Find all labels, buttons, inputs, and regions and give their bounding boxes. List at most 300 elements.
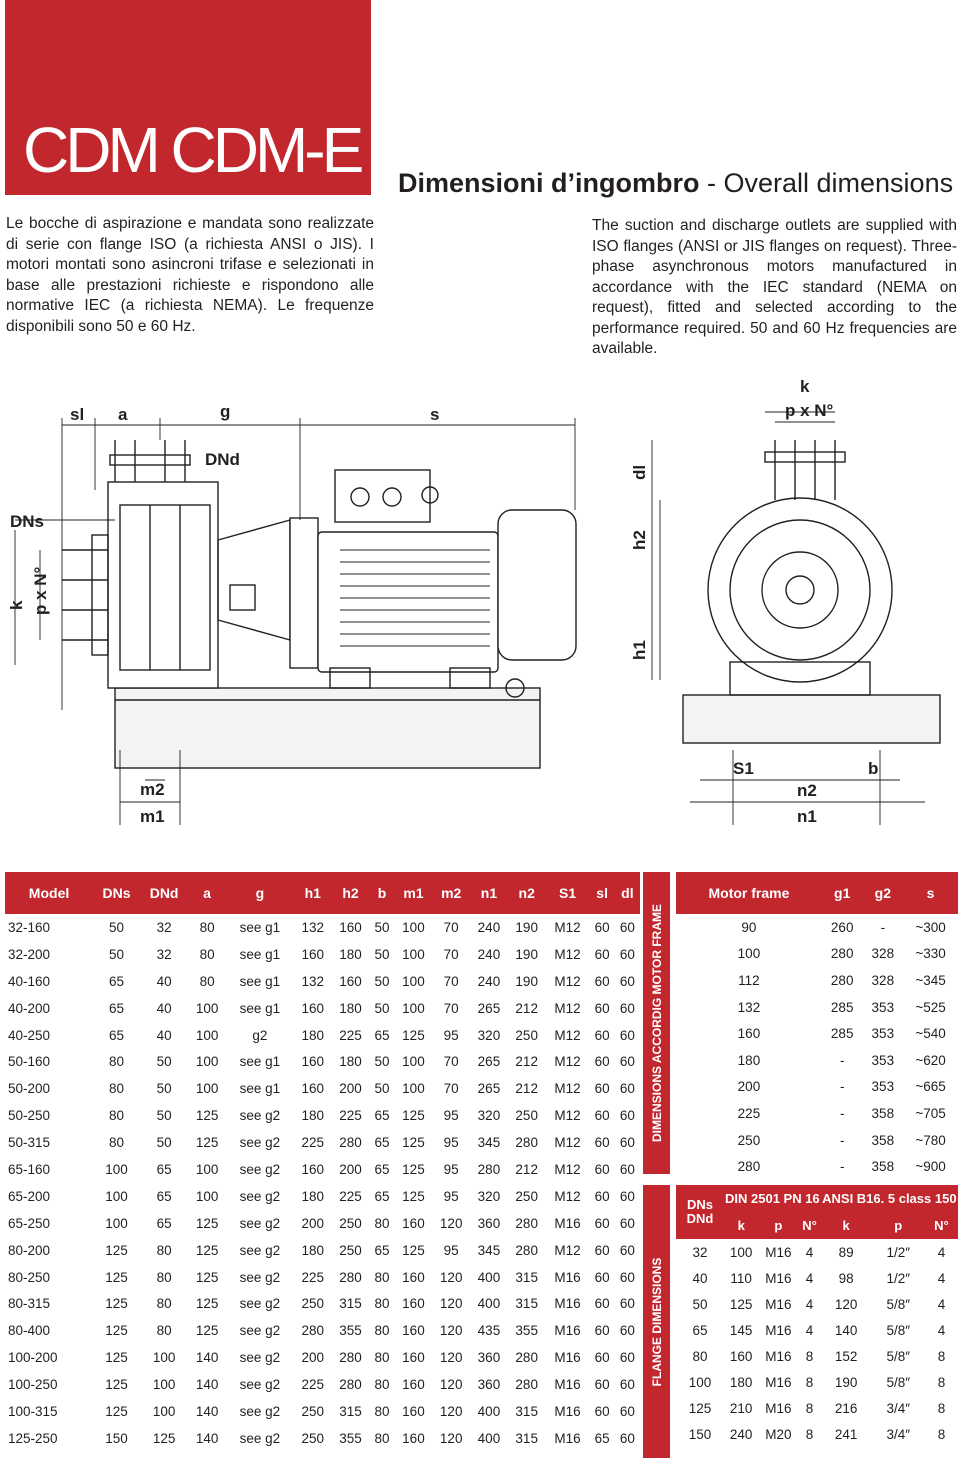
table-cell: 160	[402, 1350, 425, 1366]
table-cell: 50	[692, 1296, 708, 1312]
table-cell: 65	[374, 1027, 390, 1043]
table-cell: 125	[195, 1242, 219, 1258]
table-cell: 125	[402, 1161, 425, 1177]
table-cell: 125	[195, 1108, 219, 1124]
table-cell: 60	[619, 1081, 635, 1097]
table-cell: 353	[871, 1079, 895, 1095]
dim-label-b: b	[868, 759, 879, 778]
table-cell: 65	[374, 1135, 390, 1151]
table-cell: 65-200	[8, 1188, 51, 1204]
table-row	[676, 1291, 958, 1317]
table-cell: see g2	[239, 1188, 281, 1204]
table-cell: 160	[301, 1161, 325, 1177]
table-cell: 280	[301, 1323, 325, 1339]
table-cell: 50	[374, 919, 390, 935]
table-cell: 360	[477, 1377, 501, 1393]
table-cell: 140	[195, 1403, 219, 1419]
table-cell: 225	[301, 1135, 325, 1151]
table-cell: see g1	[239, 1000, 281, 1016]
table-row	[5, 968, 640, 995]
table-cell: 4	[937, 1244, 946, 1260]
table-cell: 80	[156, 1242, 172, 1258]
table-cell: 4	[937, 1270, 946, 1286]
table-cell: 160	[402, 1377, 425, 1393]
table-cell: 180	[339, 946, 362, 962]
table-cell: 100	[402, 919, 425, 935]
table-cell: 50	[156, 1108, 172, 1124]
table-cell: 160	[402, 1323, 425, 1339]
table-row	[5, 1210, 640, 1237]
table-cell: 65	[374, 1108, 390, 1124]
table-cell: 200	[301, 1350, 325, 1366]
table-cell: 315	[339, 1296, 362, 1312]
table-cell: 315	[515, 1296, 538, 1312]
table-cell: 160	[301, 1081, 325, 1097]
table-cell: 70	[443, 919, 459, 935]
table-cell: 60	[619, 1054, 635, 1070]
table-cell: see g1	[239, 1054, 281, 1070]
table-cell: 4	[937, 1296, 946, 1312]
table-cell: 320	[477, 1108, 501, 1124]
table-cell: 285	[830, 999, 854, 1015]
table-cell: 1/2″	[886, 1270, 911, 1286]
table-cell: 125	[105, 1296, 128, 1312]
table-cell: 8	[805, 1400, 814, 1416]
table-cell: 60	[594, 1161, 610, 1177]
table-cell: 4	[805, 1322, 814, 1338]
table-cell: 100	[195, 1054, 219, 1070]
table-cell: 60	[619, 1269, 635, 1285]
table-cell: 80	[109, 1135, 125, 1151]
table-row	[5, 1075, 640, 1102]
table-cell: 60	[594, 1377, 610, 1393]
table-cell: 5/8″	[886, 1296, 911, 1312]
dimensions-header-cell: b	[369, 872, 394, 914]
table-cell: M12	[554, 1161, 581, 1177]
table-cell: 240	[477, 919, 501, 935]
table-cell: 80-400	[8, 1323, 51, 1339]
table-cell: 80	[156, 1269, 172, 1285]
table-cell: 5/8″	[886, 1322, 911, 1338]
table-row	[5, 1317, 640, 1344]
table-cell: 65	[374, 1161, 390, 1177]
table-cell: M16	[765, 1374, 792, 1390]
table-cell: 285	[830, 1026, 854, 1042]
table-cell: see g2	[239, 1323, 281, 1339]
table-row	[676, 994, 958, 1021]
table-cell: 60	[619, 1188, 635, 1204]
table-row	[676, 1369, 958, 1395]
table-cell: 160	[301, 946, 325, 962]
dimensions-table-header	[5, 872, 640, 914]
table-cell: -	[880, 919, 886, 935]
table-cell: 50-250	[8, 1108, 51, 1124]
table-cell: 140	[195, 1430, 219, 1446]
table-cell: 60	[594, 1188, 610, 1204]
table-cell: 190	[515, 973, 538, 989]
table-cell: 225	[339, 1027, 362, 1043]
table-cell: 360	[477, 1215, 501, 1231]
table-cell: 353	[871, 999, 895, 1015]
table-cell: see g1	[239, 919, 281, 935]
table-cell: 60	[619, 973, 635, 989]
table-cell: 225	[339, 1188, 362, 1204]
table-cell: 160	[402, 1430, 425, 1446]
table-cell: 60	[619, 1377, 635, 1393]
table-cell: 100	[152, 1350, 176, 1366]
table-cell: 8	[937, 1374, 946, 1390]
table-cell: 40-160	[8, 973, 51, 989]
table-cell: 80-250	[8, 1269, 51, 1285]
table-cell: 120	[439, 1215, 463, 1231]
table-cell: ~780	[915, 1132, 946, 1148]
table-cell: 50-200	[8, 1081, 51, 1097]
table-cell: 60	[594, 1403, 610, 1419]
table-cell: 180	[301, 1027, 325, 1043]
table-cell: 32	[692, 1244, 708, 1260]
table-cell: 110	[730, 1270, 752, 1286]
table-cell: 240	[477, 946, 501, 962]
table-cell: 80	[374, 1269, 390, 1285]
table-cell: 50-315	[8, 1135, 51, 1151]
motor-frame-band-label: DIMENSIONS ACCORDIG MOTOR FRAME	[649, 903, 664, 1143]
table-cell: -	[839, 1052, 845, 1068]
table-row	[5, 1156, 640, 1183]
dimensions-header-cell: DNs	[93, 872, 140, 914]
table-cell: 140	[195, 1377, 219, 1393]
table-cell: 80-200	[8, 1242, 51, 1258]
table-cell: 100	[688, 1374, 712, 1390]
table-cell: 355	[339, 1323, 362, 1339]
table-cell: 8	[805, 1426, 814, 1442]
table-cell: 40-250	[8, 1027, 51, 1043]
table-cell: M16	[554, 1323, 581, 1339]
table-cell: ~665	[915, 1079, 946, 1095]
table-cell: 60	[594, 1215, 610, 1231]
table-cell: 225	[301, 1269, 325, 1285]
table-cell: M20	[765, 1426, 792, 1442]
table-cell: 50	[374, 1054, 390, 1070]
table-cell: 3/4″	[886, 1400, 911, 1416]
table-cell: 132	[737, 999, 761, 1015]
table-cell: 353	[871, 1052, 895, 1068]
table-cell: 100	[402, 973, 425, 989]
table-cell: 210	[729, 1400, 753, 1416]
table-cell: 80	[199, 919, 215, 935]
table-cell: 65	[156, 1161, 172, 1177]
table-cell: see g2	[239, 1430, 281, 1446]
table-cell: 60	[594, 946, 610, 962]
table-cell: M16	[765, 1322, 792, 1338]
table-cell: -	[839, 1159, 845, 1175]
table-cell: 8	[937, 1426, 946, 1442]
dimensions-header-cell: m2	[432, 872, 470, 914]
table-cell: 40	[692, 1270, 708, 1286]
table-cell: 60	[594, 1323, 610, 1339]
table-cell: 8	[937, 1348, 946, 1364]
table-cell: 190	[834, 1374, 858, 1390]
table-cell: 280	[830, 946, 854, 962]
table-cell: 70	[443, 946, 459, 962]
table-cell: 355	[339, 1430, 362, 1446]
table-cell: M12	[554, 973, 581, 989]
table-cell: 100	[105, 1161, 128, 1177]
table-cell: 65	[156, 1215, 172, 1231]
dimensions-header-cell: S1	[546, 872, 590, 914]
table-cell: 80	[156, 1323, 172, 1339]
table-cell: 160	[301, 1000, 325, 1016]
dim-label-dns: DNs	[10, 512, 45, 531]
table-cell: 250	[339, 1215, 362, 1231]
table-cell: M16	[554, 1269, 581, 1285]
motor-frame-table	[676, 872, 958, 1180]
table-cell: 40	[156, 973, 172, 989]
table-cell: 280	[339, 1135, 362, 1151]
dim-label-m2: m2	[140, 780, 165, 799]
table-cell: 260	[830, 919, 854, 935]
table-cell: 80	[109, 1108, 125, 1124]
table-row	[5, 1264, 640, 1291]
table-cell: 125	[729, 1296, 753, 1312]
table-cell: 4	[805, 1296, 814, 1312]
table-cell: 280	[515, 1242, 538, 1258]
table-cell: 250	[737, 1132, 761, 1148]
table-cell: 65-160	[8, 1161, 51, 1177]
table-cell: 315	[339, 1403, 362, 1419]
dim-label-s1: S1	[733, 759, 754, 778]
table-cell: 280	[515, 1135, 538, 1151]
table-row	[5, 1237, 640, 1264]
table-cell: 140	[195, 1350, 219, 1366]
dim-label-s: s	[430, 405, 440, 424]
table-cell: 241	[834, 1426, 858, 1442]
table-cell: 100	[737, 946, 761, 962]
table-cell: 65	[156, 1188, 172, 1204]
table-cell: 60	[619, 1296, 635, 1312]
table-cell: 265	[477, 1000, 501, 1016]
table-cell: 100	[195, 1161, 219, 1177]
table-cell: 225	[301, 1377, 325, 1393]
table-cell: M16	[765, 1400, 792, 1416]
table-cell: 280	[515, 1215, 538, 1231]
table-cell: 1/2″	[886, 1244, 911, 1260]
table-cell: 32-160	[8, 919, 51, 935]
table-row	[676, 1317, 958, 1343]
table-cell: 320	[477, 1188, 501, 1204]
dim-label-pxn-front: p x N°	[785, 401, 834, 420]
table-cell: 80	[374, 1215, 390, 1231]
table-cell: 95	[443, 1135, 459, 1151]
table-cell: 125	[195, 1215, 219, 1231]
table-cell: 280	[339, 1269, 362, 1285]
table-row	[676, 1343, 958, 1369]
table-cell: -	[839, 1132, 845, 1148]
table-cell: 3/4″	[886, 1426, 911, 1442]
flange-header-dn: DNs DNd	[676, 1185, 724, 1239]
table-cell: 50	[374, 973, 390, 989]
table-cell: 225	[339, 1108, 362, 1124]
table-cell: 150	[688, 1426, 712, 1442]
motor-header-cell: g1	[822, 872, 863, 914]
dim-label-dl: dl	[630, 464, 649, 480]
table-cell: 50	[156, 1081, 172, 1097]
table-cell: 65-250	[8, 1215, 51, 1231]
dim-label-a: a	[118, 405, 128, 424]
table-cell: 160	[301, 1054, 325, 1070]
table-cell: 100	[195, 1027, 219, 1043]
table-cell: see g2	[239, 1135, 281, 1151]
table-cell: 435	[477, 1323, 501, 1339]
table-cell: 89	[838, 1244, 854, 1260]
dim-label-sl: sl	[70, 405, 85, 424]
table-cell: 125	[195, 1269, 219, 1285]
table-cell: 32-200	[8, 946, 51, 962]
table-row	[5, 914, 640, 941]
table-cell: 60	[619, 1108, 635, 1124]
table-cell: 400	[477, 1403, 501, 1419]
table-cell: 50	[156, 1135, 172, 1151]
motor-frame-table-header	[676, 872, 958, 914]
table-cell: 4	[805, 1244, 814, 1260]
table-cell: ~525	[915, 999, 946, 1015]
table-row	[5, 1371, 640, 1398]
table-cell: 60	[619, 946, 635, 962]
table-cell: 80	[374, 1430, 390, 1446]
table-cell: 250	[301, 1296, 325, 1312]
table-cell: 60	[594, 1135, 610, 1151]
table-cell: 280	[339, 1377, 362, 1393]
table-cell: 95	[443, 1242, 459, 1258]
table-cell: 280	[477, 1161, 501, 1177]
table-cell: 50	[374, 1081, 390, 1097]
table-cell: 320	[477, 1027, 501, 1043]
table-cell: 60	[619, 1135, 635, 1151]
table-cell: M12	[554, 1027, 581, 1043]
table-cell: 190	[515, 919, 538, 935]
table-cell: 358	[871, 1132, 895, 1148]
table-cell: M12	[554, 1000, 581, 1016]
table-cell: see g2	[239, 1403, 281, 1419]
dim-label-dnd: DNd	[205, 450, 240, 469]
table-cell: see g2	[239, 1269, 281, 1285]
table-cell: 120	[834, 1296, 858, 1312]
table-cell: 80	[374, 1403, 390, 1419]
intro-text-italian: Le bocche di aspirazione e mandata sono realizzate di serie con flange ISO (a richiesta ANSI o JIS). I motori montati sono asincroni trifase e selezionati in base alle prestazioni richieste e rispondono alle normative IEC (a richiesta NEMA). Le frequenze disponibili sono 50 e 60 Hz.	[6, 215, 374, 335]
dimensions-header-cell: n1	[470, 872, 508, 914]
table-cell: M16	[765, 1244, 792, 1260]
table-cell: 250	[301, 1430, 325, 1446]
table-cell: 60	[619, 919, 635, 935]
table-cell: 98	[838, 1270, 854, 1286]
dimensions-header-cell: g	[226, 872, 294, 914]
table-cell: 400	[477, 1430, 501, 1446]
table-cell: 65	[374, 1188, 390, 1204]
table-cell: 345	[477, 1135, 501, 1151]
table-cell: 132	[301, 973, 325, 989]
table-cell: 125	[105, 1350, 128, 1366]
motor-header-cell: Motor frame	[676, 872, 822, 914]
table-cell: 250	[515, 1027, 538, 1043]
table-cell: 65	[109, 973, 125, 989]
table-cell: 150	[105, 1430, 128, 1446]
dim-label-h1: h1	[630, 640, 649, 660]
table-cell: 120	[439, 1269, 463, 1285]
table-cell: 250	[339, 1242, 362, 1258]
table-cell: 120	[439, 1296, 463, 1312]
table-cell: 50	[109, 946, 125, 962]
table-cell: 100-315	[8, 1403, 58, 1419]
flange-table	[676, 1185, 958, 1447]
dim-label-n1: n1	[797, 807, 817, 826]
table-cell: 100	[402, 946, 425, 962]
table-cell: 65	[594, 1430, 610, 1446]
table-cell: 160	[729, 1348, 753, 1364]
table-cell: 328	[871, 972, 895, 988]
table-cell: 180	[339, 1000, 362, 1016]
table-cell: 358	[871, 1159, 895, 1175]
table-cell: M16	[554, 1296, 581, 1312]
table-cell: 360	[477, 1350, 501, 1366]
table-cell: M12	[554, 1108, 581, 1124]
table-cell: 60	[594, 1350, 610, 1366]
table-row	[5, 1290, 640, 1317]
table-row	[5, 1102, 640, 1129]
flange-subheader-cell: p	[758, 1213, 798, 1239]
table-cell: 240	[729, 1426, 753, 1442]
table-cell: see g1	[239, 973, 281, 989]
table-cell: 65	[109, 1027, 125, 1043]
table-cell: M12	[554, 946, 581, 962]
table-cell: 60	[619, 1242, 635, 1258]
table-cell: 265	[477, 1054, 501, 1070]
table-cell: 5/8″	[886, 1374, 911, 1390]
table-cell: 125	[195, 1296, 219, 1312]
dimensions-header-cell: DNd	[140, 872, 188, 914]
dim-label-k-side: k	[7, 600, 26, 610]
table-cell: 345	[477, 1242, 501, 1258]
table-cell: 160	[402, 1296, 425, 1312]
flange-subheader-cell: N°	[925, 1213, 958, 1239]
table-row	[676, 1265, 958, 1291]
flange-band-label: FLANGE DIMENSIONS	[649, 1257, 664, 1386]
dim-label-g: g	[220, 402, 231, 421]
table-cell: -	[839, 1079, 845, 1095]
table-cell: 132	[301, 919, 325, 935]
table-cell: M12	[554, 919, 581, 935]
table-row	[5, 941, 640, 968]
table-cell: 100	[402, 1000, 425, 1016]
table-cell: 125	[105, 1377, 128, 1393]
table-cell: 5/8″	[886, 1348, 911, 1364]
table-cell: 125	[105, 1323, 128, 1339]
table-cell: 80	[109, 1081, 125, 1097]
table-cell: 112	[738, 972, 760, 988]
table-cell: 50	[109, 919, 125, 935]
table-cell: see g2	[239, 1377, 281, 1393]
table-cell: 60	[594, 919, 610, 935]
table-row	[676, 1395, 958, 1421]
table-cell: 80	[374, 1296, 390, 1312]
table-cell: 80	[199, 973, 215, 989]
table-cell: 280	[830, 972, 854, 988]
table-cell: 4	[937, 1322, 946, 1338]
table-cell: 40	[156, 1027, 172, 1043]
table-cell: 180	[729, 1374, 753, 1390]
table-cell: ~345	[915, 972, 946, 988]
table-cell: ~540	[915, 1026, 946, 1042]
table-row	[676, 941, 958, 968]
dim-label-h2: h2	[630, 530, 649, 550]
